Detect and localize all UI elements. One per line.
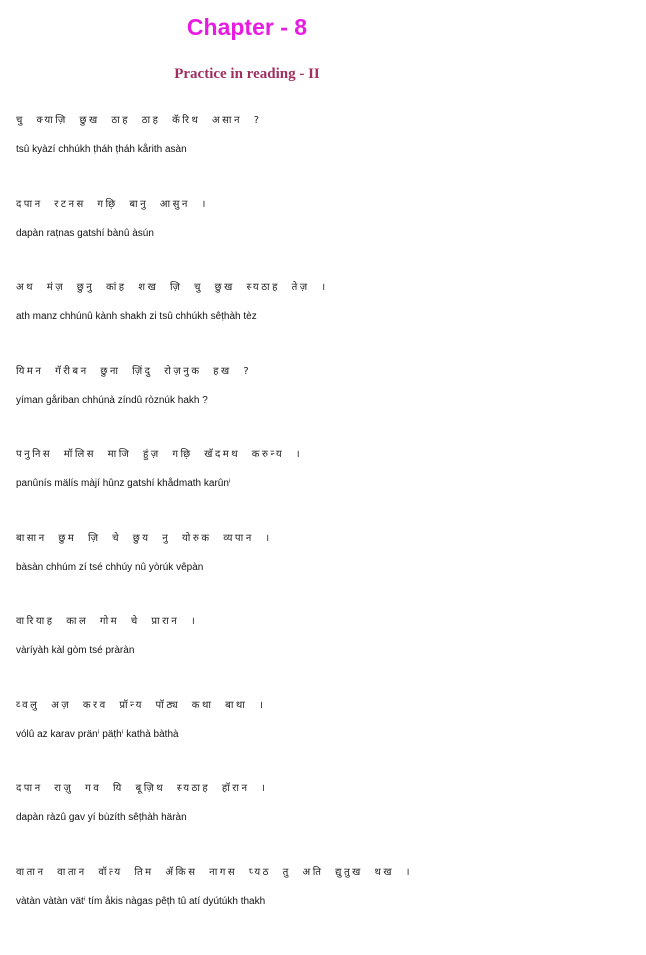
devanagari-sentence: दपान रटनस गछ़ि बानु आसुन । (16, 198, 208, 210)
exercise-entry (16, 695, 636, 779)
reading-exercise-list (16, 110, 636, 945)
exercise-entry (16, 528, 636, 612)
devanagari-sentence: बासान छुम ज़ि चे छुय नु योरुक व्यपान । (16, 532, 272, 544)
exercise-entry (16, 194, 636, 278)
devanagari-sentence: अथ मंज़ छुनु कांह शख ज़ि चु छुख स्यठाह तेज़ । (16, 282, 328, 293)
transliteration: vàtàn vàtàn vätⁱ tím åkis nàgas pêṭh tû atí dyútúkh thakh (16, 895, 266, 907)
exercise-entry (16, 611, 636, 695)
exercise-entry (16, 110, 636, 194)
transliteration: yíman gåriban chhúnà zíndû ròznúk hakh ? (16, 394, 208, 406)
transliteration: panûnís mälís màjí hûnz gatshí khådmath karûnⁱ (16, 478, 231, 489)
devanagari-sentence: व्वलु अज़ करव प्रॉन्य पॉठ्य कथा बाथा । (16, 699, 266, 711)
exercise-entry (16, 444, 636, 528)
devanagari-sentence: वारियाह काल गोम चे प्रारान । (16, 616, 198, 627)
transliteration: dapàn raṭnas gatshí bànû àsún (16, 227, 154, 239)
exercise-entry (16, 361, 636, 445)
transliteration: tsû kyàzí chhúkh ṭháh ṭháh kårith asàn (16, 144, 187, 155)
chapter-title: Chapter - 8 (186, 14, 308, 40)
transliteration: dapàn ràzû gav yí bùzíth sêṭhàh häràn (16, 812, 187, 823)
exercise-entry (16, 862, 636, 946)
devanagari-sentence: पनुनिस मॉलिस माजि हुंज़ गछ़ि खॅदमथ करुन्य । (16, 449, 303, 460)
devanagari-sentence: वातान वातान वॉत्य तिम ॲकिस नागस प्यठ तु अति द्युतुख थख । (16, 866, 413, 878)
exercise-entry (16, 778, 636, 862)
section-subtitle: Practice in reading - II (174, 66, 320, 82)
transliteration: vàríyàh kàl gòm tsé pràràn (16, 645, 135, 656)
transliteration: bàsàn chhúm zí tsé chhúy nû yòrúk vêpàn (16, 561, 204, 573)
transliteration: ath manz chhúnû kành shakh zi tsû chhúkh sêṭhàh tèz (16, 311, 257, 322)
devanagari-sentence: यिमन गॅरीबन छुना ज़िंदु रोज़नुक हख ? (16, 365, 252, 377)
exercise-entry (16, 277, 636, 361)
transliteration: vólû az karav pränⁱ päṭhⁱ kathà bàthà (16, 728, 179, 740)
devanagari-sentence: चु क्याज़ि छुख ठाह ठाह कॅरिथ असान ? (16, 115, 262, 126)
devanagari-sentence: दपान राज़ु गव यि बूज़िथ स्यठाह हॉरान । (16, 783, 268, 794)
